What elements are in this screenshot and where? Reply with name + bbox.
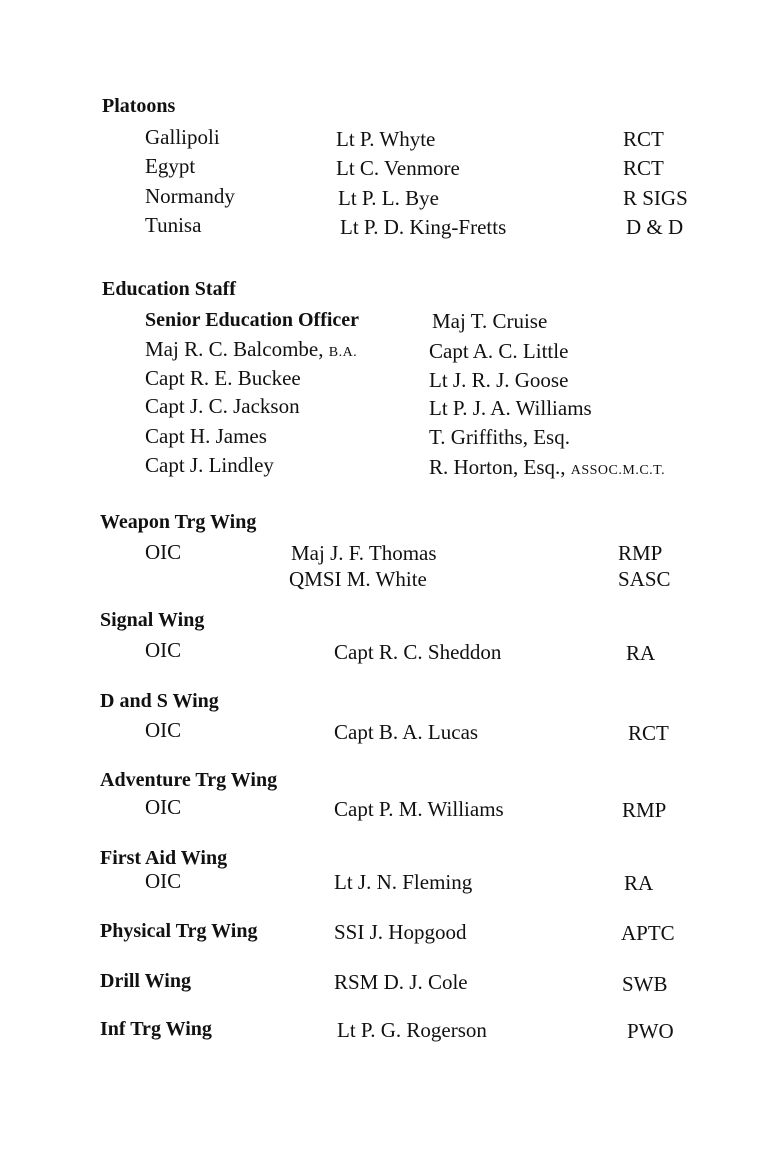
education-staff-left: Capt J. Lindley [145,453,274,477]
senior-education-label: Senior Education Officer [145,309,360,331]
platoon-officer: Lt C. Venmore [336,156,460,180]
platoons-heading: Platoons [102,95,176,117]
education-staff-left: Capt H. James [145,424,267,448]
education-staff-left [145,339,357,360]
education-staff-left: Capt R. E. Buckee [145,366,301,390]
weapon-wing-unit: SASC [618,567,671,591]
staff-name: Maj R. C. Balcombe, [145,337,324,361]
platoon-unit: D & D [626,215,684,239]
drill-wing-heading: Drill Wing [100,970,191,992]
dands-wing-officer: Capt B. A. Lucas [334,720,479,744]
weapon-wing-heading: Weapon Trg Wing [100,511,257,533]
platoon-unit: RCT [623,156,664,180]
inf-wing-heading: Inf Trg Wing [100,1018,212,1040]
education-staff-right: Lt P. J. A. Williams [429,396,592,420]
weapon-wing-role: OIC [145,540,182,564]
adventure-wing-heading: Adventure Trg Wing [100,769,278,791]
signal-wing-unit: RA [626,641,656,665]
platoon-officer: Lt P. L. Bye [338,186,439,210]
qualification-suffix: ASSOC.M.C.T. [570,463,666,478]
staff-name: R. Horton, Esq., [429,455,566,479]
dands-wing-heading: D and S Wing [100,690,219,712]
signal-wing-officer: Capt R. C. Sheddon [334,640,502,664]
platoon-name: Egypt [145,154,196,178]
dands-wing-role: OIC [145,718,182,742]
adventure-wing-role: OIC [145,795,182,819]
platoon-officer: Lt P. D. King-Fretts [340,215,507,239]
signal-wing-role: OIC [145,638,182,662]
dands-wing-unit: RCT [628,721,669,745]
education-staff-right: Lt J. R. J. Goose [429,368,569,392]
physical-wing-heading: Physical Trg Wing [100,920,258,942]
platoon-name: Normandy [145,184,235,208]
firstaid-wing-heading: First Aid Wing [100,847,228,869]
inf-wing-officer: Lt P. G. Rogerson [337,1018,487,1042]
education-staff-left: Capt J. C. Jackson [145,394,300,418]
education-staff-right: Capt A. C. Little [429,339,569,363]
degree-suffix: B.A. [328,345,358,360]
platoon-unit: RCT [623,127,664,151]
education-staff-right [429,457,665,478]
platoon-name: Gallipoli [145,125,220,149]
platoon-name: Tunisa [145,213,202,237]
firstaid-wing-role: OIC [145,869,182,893]
physical-wing-unit: APTC [621,921,675,945]
signal-wing-heading: Signal Wing [100,609,205,631]
senior-education-name: Maj T. Cruise [432,309,548,333]
firstaid-wing-unit: RA [624,871,654,895]
education-heading: Education Staff [102,278,236,300]
platoon-officer: Lt P. Whyte [336,127,436,151]
weapon-wing-officer: Maj J. F. Thomas [291,541,437,565]
education-staff-right: T. Griffiths, Esq. [429,425,570,449]
drill-wing-officer: RSM D. J. Cole [334,970,468,994]
adventure-wing-officer: Capt P. M. Williams [334,797,504,821]
adventure-wing-unit: RMP [622,798,667,822]
platoon-unit: R SIGS [623,186,688,210]
physical-wing-officer: SSI J. Hopgood [334,920,467,944]
firstaid-wing-officer: Lt J. N. Fleming [334,870,473,894]
weapon-wing-unit: RMP [618,541,663,565]
inf-wing-unit: PWO [627,1019,674,1043]
weapon-wing-officer: QMSI M. White [289,567,427,591]
drill-wing-unit: SWB [622,972,668,996]
